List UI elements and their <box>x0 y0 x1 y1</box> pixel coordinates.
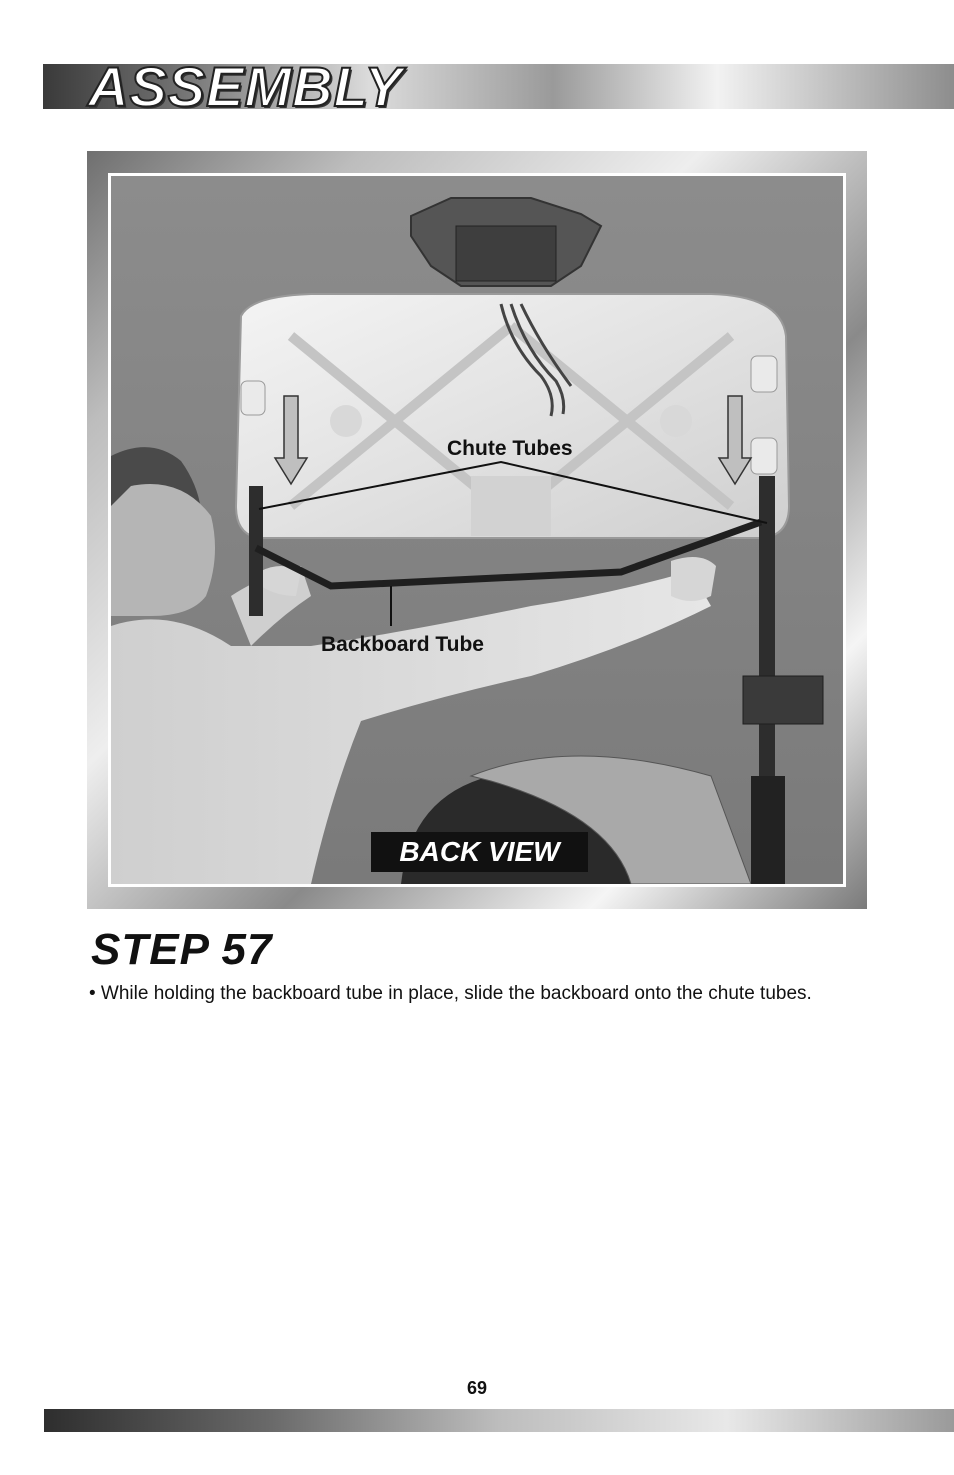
chute-tubes-label: Chute Tubes <box>447 437 573 460</box>
instruction-text: • While holding the backboard tube in place, slide the backboard onto the chute tubes. <box>89 983 812 1004</box>
backboard-tube-label: Backboard Tube <box>321 633 484 656</box>
page-number: 69 <box>466 1378 488 1398</box>
scoreboard-illustration <box>411 198 601 286</box>
footer-bar <box>44 1409 954 1432</box>
page-title: ASSEMBLY <box>88 55 403 118</box>
backboard-illustration <box>236 294 789 538</box>
step-title: STEP 57 <box>91 925 273 974</box>
assembly-photo <box>108 173 846 887</box>
back-view-badge: BACK VIEW <box>371 832 588 872</box>
